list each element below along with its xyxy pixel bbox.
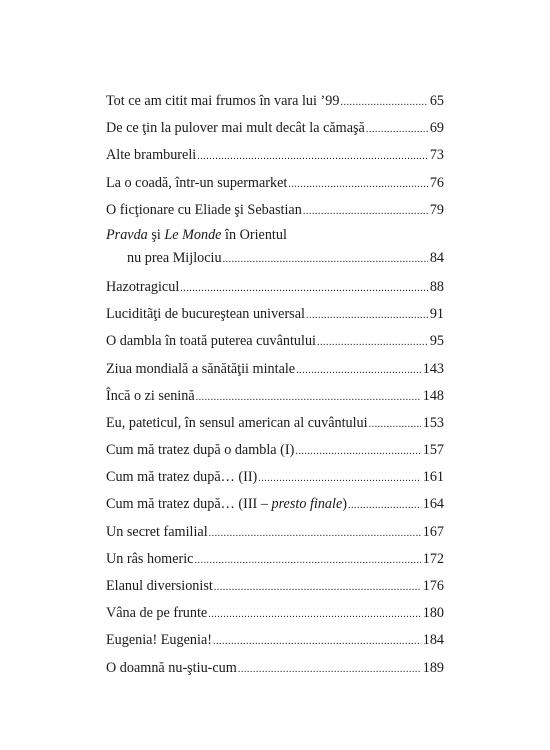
toc-entry-title: Luciditãţi de bucureştean universal — [106, 306, 305, 323]
toc-entry — [106, 115, 444, 142]
toc-entry-title — [106, 491, 347, 518]
title-italic-presto-finale: presto finale — [271, 496, 343, 513]
toc-entry-title: Tot ce am citit mai frumos în vara lui ’99 — [106, 93, 340, 109]
toc-entry — [106, 410, 444, 437]
toc-entry-page: 143 — [422, 360, 444, 377]
dot-leader — [214, 574, 421, 601]
toc-entry-page: 76 — [429, 174, 444, 191]
dot-leader — [194, 547, 420, 574]
toc-entry — [106, 224, 444, 274]
toc-entry — [106, 274, 444, 301]
toc-entry-page: 184 — [422, 632, 444, 649]
toc-entry-title: Cum mă tratez după o dambla (I) — [106, 442, 295, 459]
toc-entry-title — [106, 224, 444, 247]
title-plain-part: Cum mă tratez după… (III – — [106, 496, 272, 513]
toc-entry — [106, 655, 444, 682]
toc-entry-page: 65 — [429, 93, 444, 109]
toc-entry-page: 172 — [422, 550, 444, 567]
dot-leader — [348, 492, 421, 519]
toc-entry — [106, 519, 444, 546]
toc-entry-page: 95 — [429, 333, 444, 350]
toc-entry-page: 176 — [422, 578, 444, 594]
toc-entry — [106, 600, 444, 627]
dot-leader — [288, 171, 427, 198]
toc-entry-page: 153 — [422, 414, 444, 431]
toc-entry-title: Eu, pateticul, în sensul american al cuvântului — [106, 414, 368, 431]
toc-entry-page: 157 — [422, 442, 444, 459]
toc-entry-continuation — [106, 247, 444, 270]
dot-leader — [238, 656, 421, 683]
title-italic-pravda: Pravda — [106, 226, 148, 243]
toc-entry-page: 164 — [422, 496, 444, 513]
toc-entry-title: Eugenia! Eugenia! — [106, 632, 212, 649]
toc-entry — [106, 197, 444, 224]
toc-entry-page: 79 — [429, 201, 444, 218]
title-plain-part: şi — [147, 226, 165, 243]
dot-leader — [258, 465, 420, 492]
dot-leader — [303, 198, 428, 225]
toc-entry-page: 180 — [422, 605, 444, 622]
toc-entry-title: La o coadă, într-un supermarket — [106, 174, 288, 191]
toc-entry — [106, 170, 444, 197]
toc-entry-title: Un secret familial — [106, 523, 208, 540]
toc-entry — [106, 328, 444, 355]
toc-entry-page: 189 — [422, 659, 444, 676]
toc-entry — [106, 88, 444, 115]
toc-entry-title: O dambla în toată puterea cuvântului — [106, 333, 316, 350]
toc-entry — [106, 546, 444, 573]
table-of-contents — [106, 88, 444, 682]
toc-entry-title: Hazotragicul — [106, 278, 180, 295]
toc-entry — [106, 142, 444, 169]
dot-leader — [208, 601, 420, 628]
toc-entry-title: Elanul diversionist — [106, 578, 213, 594]
dot-leader — [366, 116, 428, 143]
dot-leader — [317, 329, 428, 356]
toc-entry-page: 167 — [422, 523, 444, 540]
dot-leader — [295, 438, 420, 465]
toc-entry-page: 148 — [422, 387, 444, 404]
toc-entry-title: Încă o zi senină — [106, 387, 195, 404]
dot-leader — [197, 143, 428, 170]
dot-leader — [296, 357, 421, 384]
toc-entry — [106, 383, 444, 410]
toc-entry-title: Ziua mondială a sănătăţii mintale — [106, 360, 296, 377]
dot-leader — [306, 302, 428, 329]
toc-entry-page: 84 — [429, 249, 444, 266]
toc-entry — [106, 464, 444, 491]
toc-entry — [106, 437, 444, 464]
toc-entry-title: Un râs homeric — [106, 550, 194, 567]
toc-entry-title: Vâna de pe frunte — [106, 605, 208, 622]
title-plain-part: în Orientul — [221, 226, 287, 243]
dot-leader — [340, 89, 427, 116]
dot-leader — [196, 384, 421, 411]
toc-entry-title: De ce ţin la pulover mai mult decât la cămaşă — [106, 120, 365, 137]
toc-entry-page: 91 — [429, 306, 444, 323]
toc-entry-page: 161 — [422, 469, 444, 486]
toc-entry-title: O doamnă nu-ştiu-cum — [106, 659, 237, 676]
dot-leader — [180, 275, 428, 302]
toc-entry — [106, 627, 444, 654]
toc-entry-title-continuation: nu prea Mijlociu — [127, 249, 222, 266]
dot-leader — [223, 248, 428, 271]
dot-leader — [369, 411, 421, 438]
toc-entry-title: Cum mă tratez după… (II) — [106, 469, 258, 486]
toc-entry-page: 88 — [429, 278, 444, 295]
toc-entry — [106, 491, 444, 518]
dot-leader — [213, 628, 421, 655]
toc-entry-page: 69 — [429, 120, 444, 137]
dot-leader — [209, 520, 421, 547]
title-italic-le-monde: Le Monde — [164, 226, 222, 243]
toc-entry — [106, 573, 444, 600]
toc-entry-title: O ficţionare cu Eliade şi Sebastian — [106, 201, 302, 218]
toc-entry — [106, 356, 444, 383]
toc-entry-title: Alte brambureli — [106, 147, 197, 164]
toc-entry — [106, 301, 444, 328]
title-plain-part: ) — [342, 496, 348, 513]
toc-entry-page: 73 — [429, 147, 444, 164]
